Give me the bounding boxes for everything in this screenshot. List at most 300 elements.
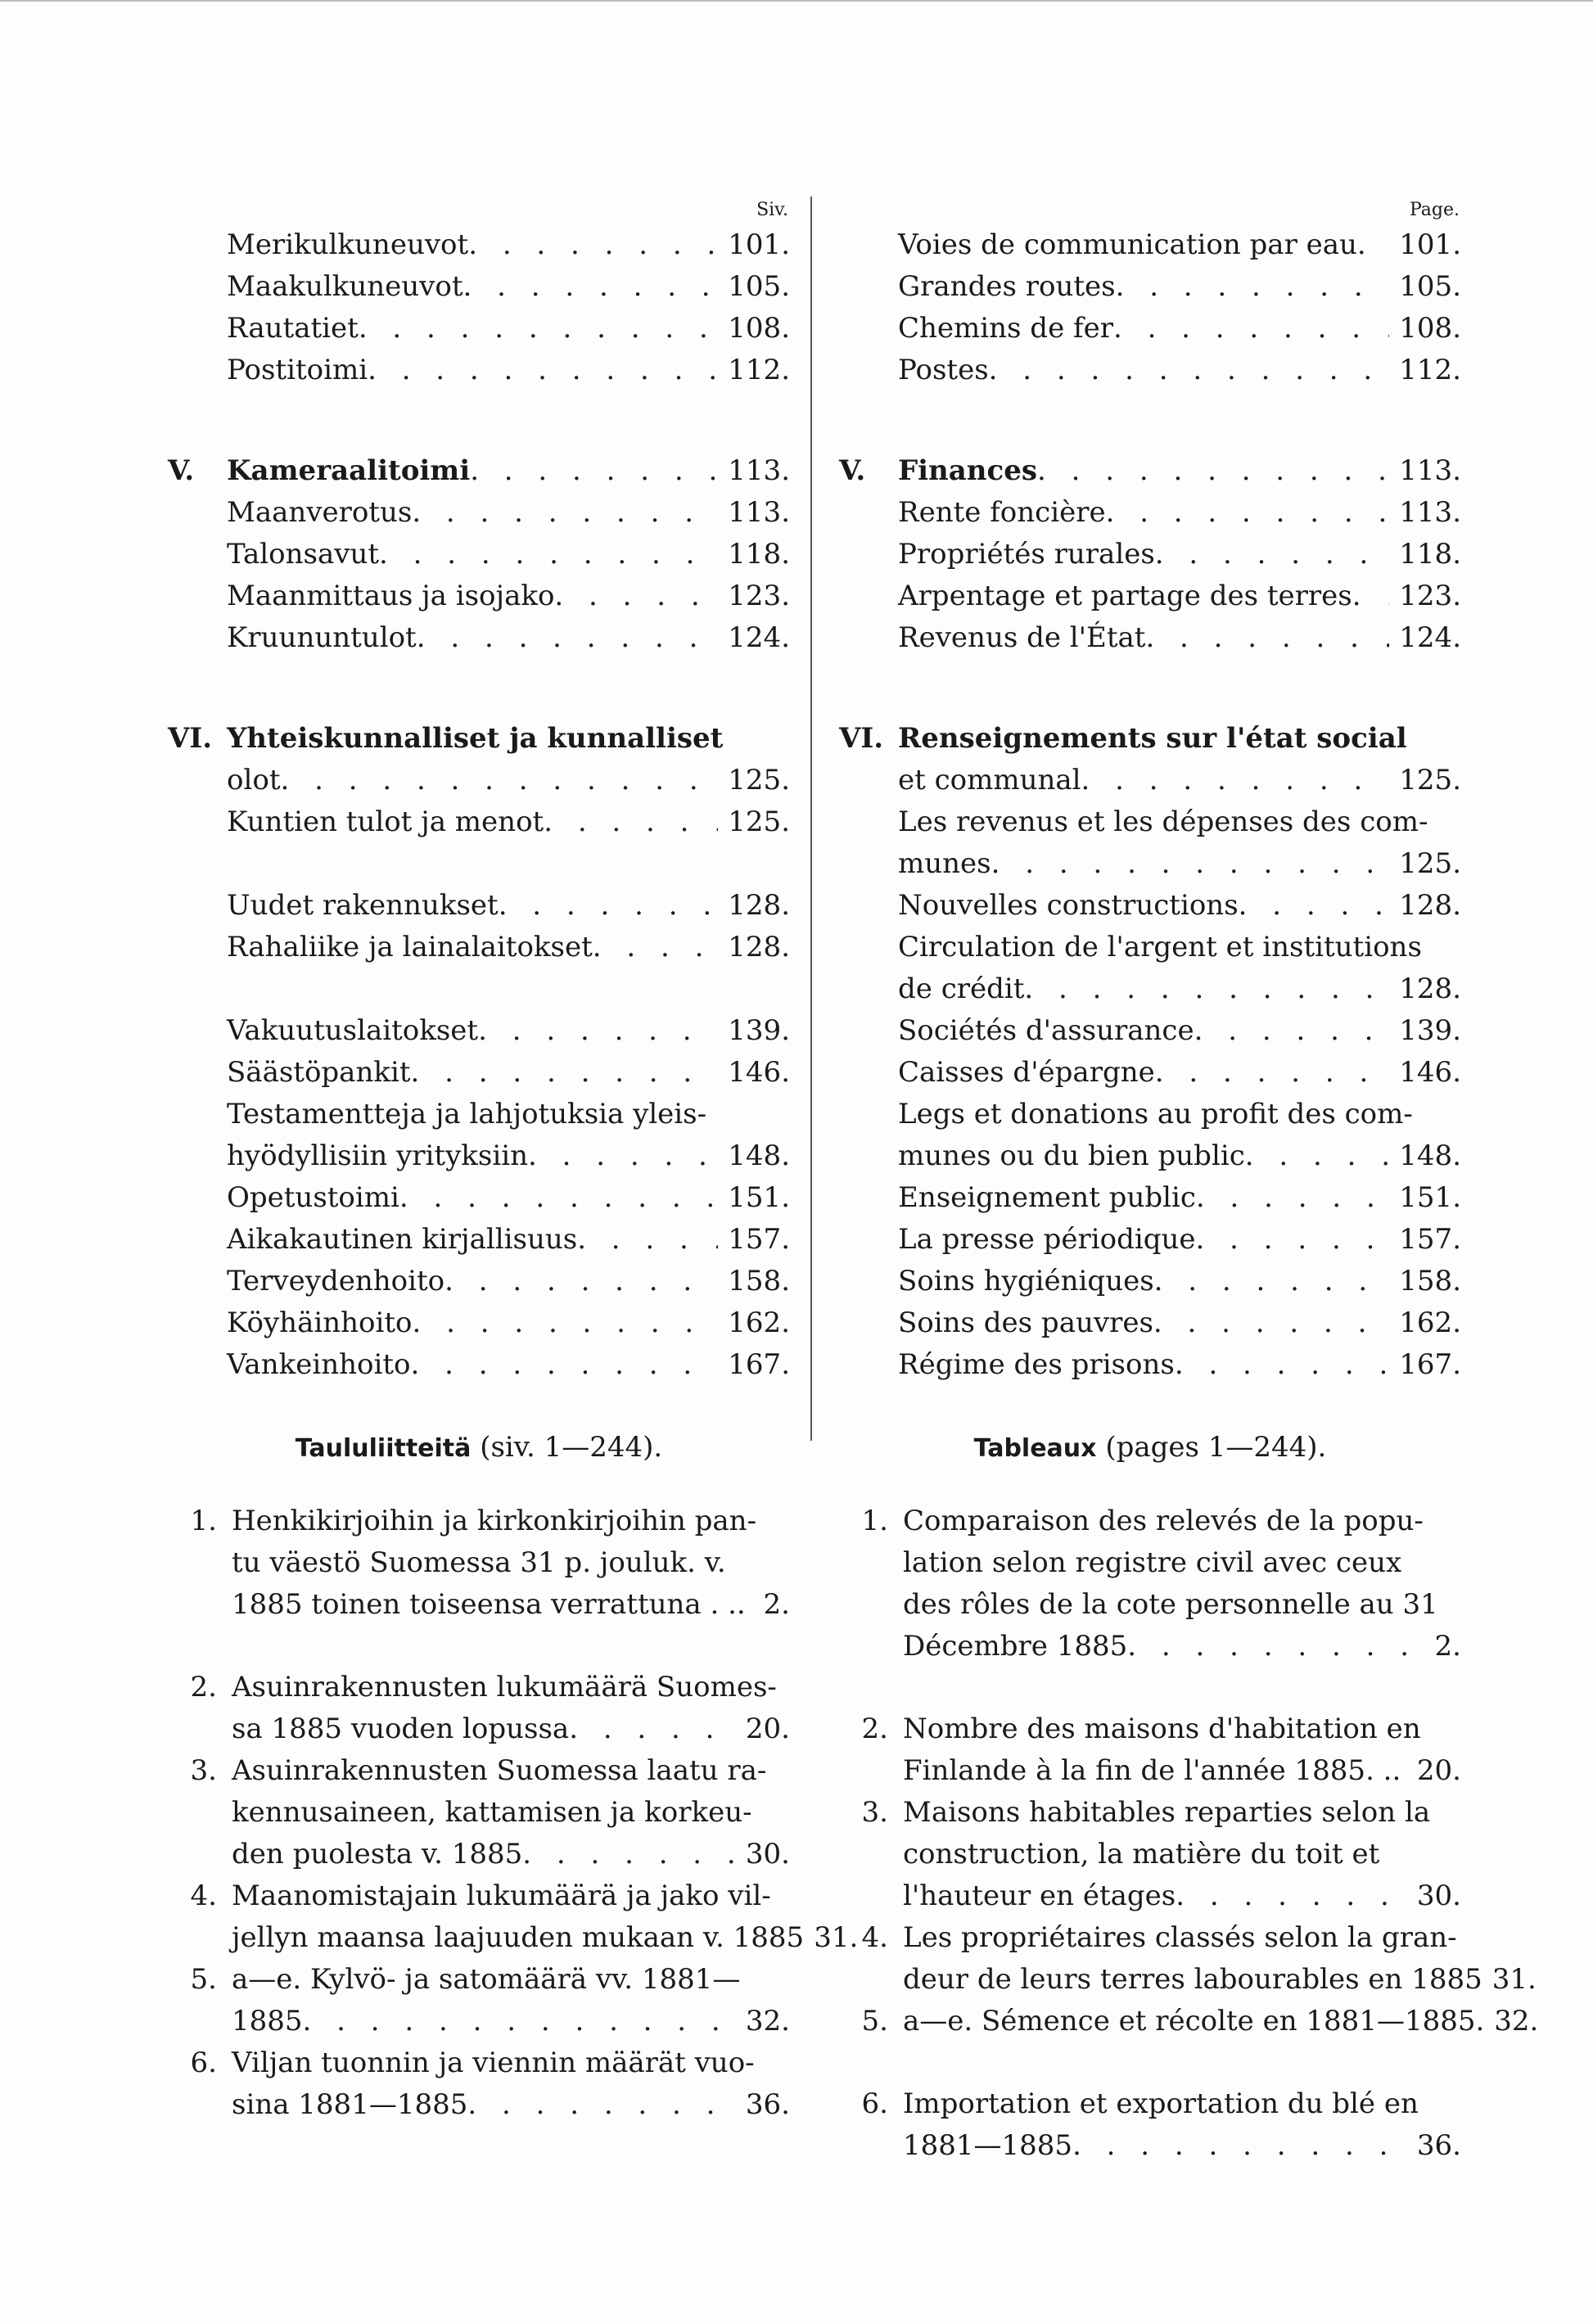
table-entry	[168, 1667, 790, 1750]
leader-dots	[528, 1135, 718, 1177]
toc-entry	[839, 1344, 1461, 1386]
entry-label: Legs et donations au profit des com-	[898, 1098, 1413, 1130]
entry-label: Postes	[898, 354, 989, 386]
page-number: 128.	[1399, 889, 1461, 922]
page-number: 20.	[1416, 1754, 1461, 1787]
entry-label: Voies de communication par eau	[898, 228, 1357, 261]
page-number: 36.	[745, 2088, 790, 2121]
entry-label: Rahaliike ja lainalaitokset	[227, 931, 593, 963]
entry-label: lation selon registre civil avec ceux	[903, 1546, 1402, 1579]
table-entry	[839, 1792, 1461, 1917]
french-column	[839, 196, 1539, 2167]
table-number: 6.	[190, 2046, 217, 2079]
table-entry-line	[839, 1959, 1537, 2001]
table-number: 3.	[190, 1754, 217, 1787]
table-entry-line	[168, 1834, 790, 1875]
entry-label: Henkikirjoihin ja kirkonkirjoihin pan-	[232, 1505, 757, 1537]
entry-label: Rautatiet	[227, 312, 359, 345]
entry-label: des rôles de la cote personnelle au 31	[903, 1588, 1438, 1621]
leader-dots	[1352, 575, 1390, 617]
leader-dots	[1245, 1135, 1390, 1177]
leader-dots	[417, 617, 719, 659]
leader-dots	[499, 885, 719, 927]
page-number: 146.	[728, 1056, 790, 1089]
tables-heading-bold: Taululiitteitä	[295, 1434, 472, 1463]
entry-label: construction, la matière du toit et	[903, 1838, 1380, 1870]
page-number: 125.	[1399, 847, 1461, 880]
page-number: 157.	[728, 1223, 790, 1256]
entry-label: Aikakautinen kirjallisuus	[227, 1223, 578, 1256]
toc-entry	[839, 224, 1461, 266]
page-number: 105.	[1399, 270, 1461, 303]
entry-label: Vakuutuslaitokset	[227, 1014, 479, 1047]
table-number: 4.	[861, 1921, 888, 1954]
entry-label: Grandes routes	[898, 270, 1116, 303]
leader-dots	[1106, 492, 1390, 534]
page-number: 139.	[1399, 1014, 1461, 1047]
page-number: 125.	[1399, 764, 1461, 796]
table-entry-line	[168, 1667, 790, 1708]
leader-dots	[1153, 1302, 1389, 1344]
entry-label: Vankeinhoito	[227, 1348, 411, 1381]
table-entry	[839, 1708, 1461, 1792]
section-title-text: Renseignements sur l'état social	[898, 722, 1407, 755]
table-entry	[168, 1750, 790, 1875]
page-number: 113.	[1399, 454, 1461, 487]
page-number: 124.	[1399, 621, 1461, 654]
toc-entry	[839, 1052, 1461, 1094]
page-number: 125.	[728, 764, 790, 796]
leader-dots	[1194, 1010, 1390, 1052]
table-entry-line	[168, 1959, 790, 2001]
leader-dots	[478, 1010, 718, 1052]
page-number: 112.	[728, 354, 790, 386]
entry-label: Caisses d'épargne	[898, 1056, 1155, 1089]
page-number: 128.	[1399, 972, 1461, 1005]
entry-label: Asuinrakennusten Suomessa laatu ra-	[232, 1754, 767, 1787]
blank-space	[839, 1667, 1461, 1708]
toc-entry	[839, 760, 1461, 801]
toc-entry	[839, 617, 1461, 659]
leader-dots	[1081, 760, 1390, 801]
entry-label: sina 1881—1885	[232, 2088, 468, 2121]
toc-entry	[168, 1344, 790, 1386]
page-number: 105.	[728, 270, 790, 303]
page-number: 101.	[728, 228, 790, 261]
table-number: 5.	[861, 2005, 888, 2037]
entry-label: Postitoimi	[227, 354, 368, 386]
section-number: VI.	[168, 722, 213, 755]
leader-dots	[991, 843, 1390, 885]
entry-label: Maakulkuneuvot	[227, 270, 463, 303]
toc-entry	[839, 1094, 1461, 1135]
entry-label: Uudet rakennukset	[227, 889, 499, 922]
page-number: 118.	[728, 538, 790, 571]
leader-dots	[1037, 450, 1389, 492]
leader-dots	[368, 350, 718, 391]
entry-label: olot	[227, 764, 281, 796]
page-number: 108.	[1399, 312, 1461, 345]
toc-entry	[839, 843, 1461, 885]
entry-label: Nombre des maisons d'habitation en	[903, 1713, 1421, 1745]
toc-entry	[168, 266, 790, 308]
page-number: 162.	[1399, 1306, 1461, 1339]
entry-label: Säästöpankit	[227, 1056, 411, 1089]
entry-label: Kuntien tulot ja menot	[227, 806, 544, 838]
toc-entry	[168, 1010, 790, 1052]
toc-entry	[839, 266, 1461, 308]
toc-entry	[839, 1010, 1461, 1052]
tables-heading-rest: (pages 1—244).	[1105, 1431, 1327, 1464]
leader-dots	[303, 2001, 736, 2042]
table-entry	[168, 1875, 859, 1959]
entry-label: Finlande à la fin de l'année 1885. .	[903, 1754, 1392, 1787]
toc-entry	[168, 927, 790, 968]
leader-dots	[569, 1708, 736, 1750]
table-entry-line	[168, 1875, 790, 1917]
tables-heading-rest: (siv. 1—244).	[480, 1431, 663, 1464]
table-entry-line	[168, 1584, 790, 1626]
page-number: 30.	[745, 1838, 790, 1870]
leader-dots	[470, 450, 718, 492]
toc-entry	[839, 1219, 1461, 1261]
blank-line	[168, 843, 790, 885]
entry-label: Régime des prisons	[898, 1348, 1175, 1381]
leader-dots	[737, 1584, 754, 1626]
toc-entry	[839, 1135, 1461, 1177]
toc-entry	[168, 350, 790, 391]
entry-label: jellyn maansa laajuuden mukaan v. 1885	[232, 1921, 805, 1954]
toc-entry	[168, 1135, 790, 1177]
page-number: 158.	[728, 1265, 790, 1297]
page-number: 151.	[1399, 1181, 1461, 1214]
toc-entry	[168, 534, 790, 575]
page-number: 151.	[728, 1181, 790, 1214]
leader-dots	[577, 1219, 718, 1261]
entry-label: Terveydenhoito	[227, 1265, 445, 1297]
column-header: Siv.	[756, 200, 788, 220]
table-entry-line	[839, 1626, 1461, 1667]
page-number: 2.	[1434, 1630, 1461, 1663]
leader-dots	[1196, 1219, 1390, 1261]
leader-dots	[593, 927, 719, 968]
entry-label: Rente foncière	[898, 496, 1106, 529]
table-entry-line	[168, 2001, 790, 2042]
page-number: 158.	[1399, 1265, 1461, 1297]
table-entry-line	[839, 1792, 1461, 1834]
toc-entry	[839, 350, 1461, 391]
page-number: 108.	[728, 312, 790, 345]
blank-space	[839, 2042, 1461, 2083]
entry-label: tu väestö Suomessa 31 p. jouluk. v.	[232, 1546, 726, 1579]
page-number: 124.	[728, 621, 790, 654]
page-number: 128.	[728, 889, 790, 922]
entry-label: Asuinrakennusten lukumäärä Suomes-	[232, 1671, 777, 1704]
toc-entry	[839, 1302, 1461, 1344]
page-number: 36.	[1416, 2129, 1461, 2162]
entry-label: Enseignement public	[898, 1181, 1196, 1214]
table-entry-line	[168, 2084, 790, 2126]
leader-dots	[1116, 266, 1390, 308]
entry-label: Köyhäinhoito	[227, 1306, 413, 1339]
entry-label: Soins hygiéniques	[898, 1265, 1154, 1297]
page-number: 167.	[728, 1348, 790, 1381]
leader-dots	[412, 492, 718, 534]
table-entry-line	[839, 2001, 1539, 2042]
toc-entry	[839, 927, 1461, 968]
entry-label: Maisons habitables reparties selon la	[903, 1796, 1431, 1829]
entry-label: Opetustoimi	[227, 1181, 399, 1214]
entry-label: Maanverotus	[227, 496, 413, 529]
section-title-text: Yhteiskunnalliset ja kunnalliset	[227, 722, 724, 755]
blank-line	[168, 968, 790, 1010]
leader-dots	[412, 1302, 718, 1344]
table-entry	[839, 2001, 1539, 2042]
table-number: 2.	[190, 1671, 217, 1704]
finnish-column	[168, 196, 859, 2126]
entry-label: Maanomistajain lukumäärä ja jako vil-	[232, 1880, 771, 1912]
toc-entry	[168, 308, 790, 350]
toc-entry	[168, 1052, 790, 1094]
entry-label: Les propriétaires classés selon la gran-	[903, 1921, 1457, 1954]
entry-label: Importation et exportation du blé en	[903, 2087, 1419, 2120]
toc-entry	[168, 617, 790, 659]
page-number: 113.	[728, 454, 790, 487]
tables-heading	[839, 1427, 1461, 1469]
leader-dots	[1176, 1875, 1407, 1917]
leader-dots	[468, 224, 718, 266]
leader-dots	[379, 534, 718, 575]
toc-entry	[168, 1302, 790, 1344]
entry-label: deur de leurs terres labourables en 1885	[903, 1963, 1482, 1996]
entry-label: Kameraalitoimi	[227, 454, 471, 487]
entry-label: Arpentage et partage des terres	[898, 580, 1352, 612]
entry-label: a—e. Kylvö- ja satomäärä vv. 1881—	[232, 1963, 741, 1996]
leader-dots	[544, 801, 718, 843]
table-entry-line	[168, 1917, 859, 1959]
page-number: 125.	[728, 806, 790, 838]
table-entry-line	[839, 1708, 1461, 1750]
entry-label: Kruununtulot	[227, 621, 417, 654]
toc-entry	[168, 760, 790, 801]
toc-entry	[168, 1094, 790, 1135]
entry-label: Nouvelles constructions	[898, 889, 1239, 922]
toc-entry	[168, 575, 790, 617]
entry-label: La presse périodique	[898, 1223, 1196, 1256]
toc-entry	[168, 1261, 790, 1302]
table-entry	[168, 2042, 790, 2126]
table-number: 2.	[861, 1713, 888, 1745]
leader-dots	[1072, 2125, 1407, 2167]
page-number: 32.	[1494, 2005, 1539, 2037]
page-number: 148.	[1399, 1139, 1461, 1172]
table-entry-line	[168, 1708, 790, 1750]
leader-dots	[1175, 1344, 1389, 1386]
entry-label: kennusaineen, kattamisen ja korkeu-	[232, 1796, 752, 1829]
page-number: 101.	[1399, 228, 1461, 261]
table-entry-line	[839, 1834, 1461, 1875]
leader-dots	[522, 1834, 736, 1875]
top-rule	[0, 0, 1593, 2]
entry-label: 1885	[232, 2005, 303, 2037]
section-number: V.	[839, 454, 866, 487]
entry-label: hyödyllisiin yrityksiin	[227, 1139, 528, 1172]
table-entry-line	[168, 1792, 790, 1834]
page-number: 146.	[1399, 1056, 1461, 1089]
page-number: 123.	[728, 580, 790, 612]
toc-entry	[839, 885, 1461, 927]
entry-label: l'hauteur en étages	[903, 1880, 1176, 1912]
leader-dots	[1155, 534, 1390, 575]
page-number: 162.	[728, 1306, 790, 1339]
table-entry-line	[839, 1584, 1461, 1626]
page-number: 32.	[745, 2005, 790, 2037]
entry-label: sa 1885 vuoden lopussa	[232, 1713, 570, 1745]
entry-label: 1885 toinen toiseensa verrattuna . .	[232, 1588, 737, 1621]
table-number: 1.	[861, 1505, 888, 1537]
entry-label: a—e. Sémence et récolte en 1881—1885.	[903, 2005, 1485, 2037]
entry-label: Comparaison des relevés de la popu-	[903, 1505, 1424, 1537]
page-number: 148.	[728, 1139, 790, 1172]
toc-entry	[168, 492, 790, 534]
table-number: 5.	[190, 1963, 217, 1996]
leader-dots	[1196, 1177, 1389, 1219]
table-number: 1.	[190, 1505, 217, 1537]
toc-entry	[839, 575, 1461, 617]
leader-dots	[467, 2084, 736, 2126]
page-number: 112.	[1399, 354, 1461, 386]
toc-entry	[168, 450, 790, 492]
entry-label: Revenus de l'État	[898, 621, 1146, 654]
table-entry-line	[839, 1917, 1461, 1959]
table-entry	[839, 2083, 1461, 2167]
table-entry-line	[168, 2042, 790, 2084]
page-number: 128.	[728, 931, 790, 963]
tables-heading	[168, 1427, 790, 1469]
page-number: 113.	[728, 496, 790, 529]
leader-dots	[989, 350, 1390, 391]
leader-dots	[410, 1344, 718, 1386]
table-entry-line	[839, 1875, 1461, 1917]
table-number: 6.	[861, 2087, 888, 2120]
entry-label: Talonsavut	[227, 538, 380, 571]
toc-entry	[839, 801, 1461, 843]
toc-entry	[168, 1219, 790, 1261]
leader-dots	[445, 1261, 718, 1302]
entry-label: Circulation de l'argent et institutions	[898, 931, 1422, 963]
entry-label: Merikulkuneuvot	[227, 228, 469, 261]
leader-dots	[554, 575, 718, 617]
leader-dots	[1024, 968, 1389, 1010]
page-number: 113.	[1399, 496, 1461, 529]
toc-entry	[168, 1177, 790, 1219]
leader-dots	[1392, 1750, 1407, 1792]
blank-space	[168, 1626, 790, 1667]
leader-dots	[1154, 1261, 1390, 1302]
toc-entry	[839, 968, 1461, 1010]
entry-label: munes	[898, 847, 991, 880]
leader-dots	[280, 760, 718, 801]
entry-label: Chemins de fer	[898, 312, 1113, 345]
table-entry-line	[839, 1750, 1461, 1792]
entry-label: Testamentteja ja lahjotuksia yleis-	[227, 1098, 707, 1130]
leader-dots	[1357, 224, 1389, 266]
entry-label: Viljan tuonnin ja viennin määrät vuo-	[232, 2046, 755, 2079]
table-entry	[839, 1500, 1461, 1667]
leader-dots	[359, 308, 718, 350]
page-number: 157.	[1399, 1223, 1461, 1256]
leader-dots	[411, 1052, 719, 1094]
column-header: Page.	[1409, 200, 1460, 220]
section-number: V.	[168, 454, 195, 487]
section-title	[168, 718, 790, 760]
toc-entry	[168, 885, 790, 927]
table-entry-line	[839, 1542, 1461, 1584]
toc-entry	[839, 534, 1461, 575]
leader-dots	[463, 266, 719, 308]
leader-dots	[1145, 617, 1389, 659]
entry-label: 1881—1885	[903, 2129, 1073, 2162]
toc-entry	[839, 492, 1461, 534]
section-title	[839, 718, 1461, 760]
table-entry-line	[168, 1500, 790, 1542]
page-number: 118.	[1399, 538, 1461, 571]
toc-entry	[839, 1177, 1461, 1219]
table-number: 3.	[861, 1796, 888, 1829]
page-number: 30.	[1416, 1880, 1461, 1912]
leader-dots	[1127, 1626, 1424, 1667]
entry-label: Finances	[898, 454, 1037, 487]
column-divider	[810, 196, 812, 1441]
tables-heading-bold: Tableaux	[973, 1434, 1097, 1463]
table-number: 4.	[190, 1880, 217, 1912]
entry-label: de crédit	[898, 972, 1025, 1005]
entry-label: den puolesta v. 1885	[232, 1838, 523, 1870]
toc-entry	[839, 450, 1461, 492]
entry-label: munes ou du bien public	[898, 1139, 1245, 1172]
page-number: 31.	[1491, 1963, 1537, 1996]
entry-label: Les revenus et les dépenses des com-	[898, 806, 1428, 838]
leader-dots	[1239, 885, 1390, 927]
entry-label: Sociétés d'assurance	[898, 1014, 1194, 1047]
toc-entry	[839, 1261, 1461, 1302]
table-entry-line	[168, 1750, 790, 1792]
entry-label: et communal	[898, 764, 1081, 796]
leader-dots	[399, 1177, 718, 1219]
table-entry-line	[168, 1542, 790, 1584]
page-number: 123.	[1399, 580, 1461, 612]
table-entry-line	[839, 2125, 1461, 2167]
entry-label: Décembre 1885	[903, 1630, 1128, 1663]
entry-label: Maanmittaus ja isojako	[227, 580, 555, 612]
page-number: 2.	[763, 1588, 790, 1621]
page-number: 31.	[814, 1921, 859, 1954]
table-entry-line	[839, 1500, 1461, 1542]
page-number: 139.	[728, 1014, 790, 1047]
leader-dots	[1113, 308, 1389, 350]
toc-entry	[839, 308, 1461, 350]
section-number: VI.	[839, 722, 884, 755]
entry-label: Soins des pauvres	[898, 1306, 1153, 1339]
table-entry-line	[839, 2083, 1461, 2125]
toc-entry	[168, 224, 790, 266]
table-entry	[168, 1500, 790, 1626]
table-entry	[168, 1959, 790, 2042]
entry-label: Propriétés rurales	[898, 538, 1155, 571]
page-number: 20.	[745, 1713, 790, 1745]
page-number: 167.	[1399, 1348, 1461, 1381]
toc-entry	[168, 801, 790, 843]
